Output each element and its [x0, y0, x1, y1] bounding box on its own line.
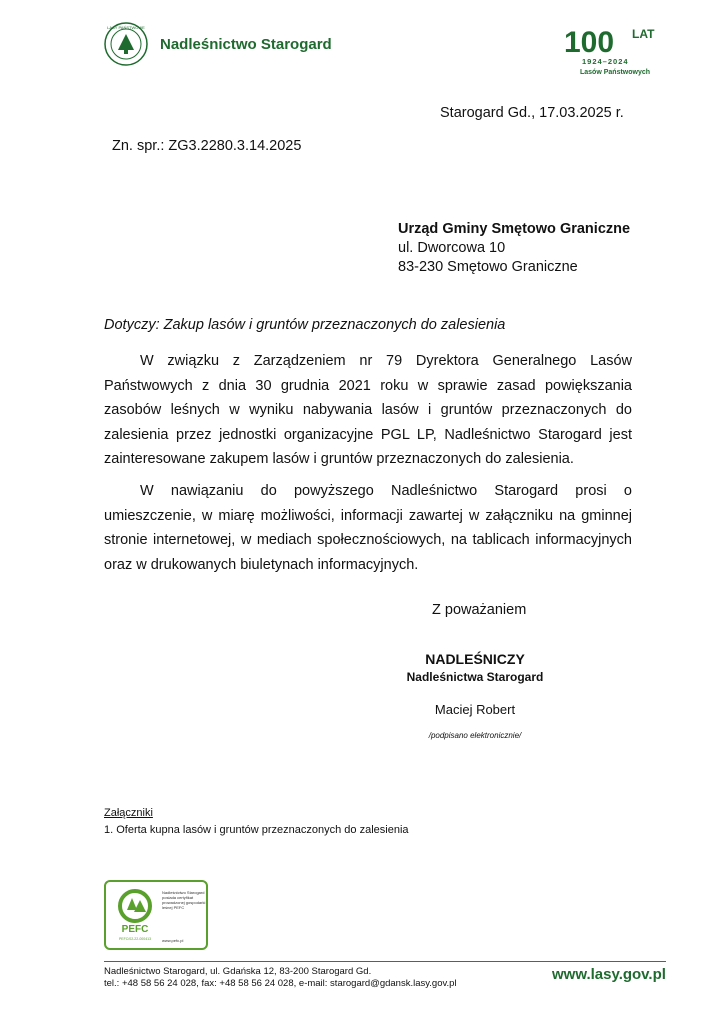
signatory-organization: Nadleśnictwa Starogard — [406, 670, 544, 684]
pefc-statement: Nadleśnictwo Starogard posiada certyfikat prowadzonej gospodarki leśnej PEFC — [162, 890, 206, 910]
jubilee-100-logo — [562, 22, 672, 78]
footer-address: Nadleśnictwo Starogard, ul. Gdańska 12, 83-200 Starogard Gd. — [104, 966, 372, 977]
pefc-label: PEFC — [121, 924, 149, 935]
attachments-heading: Załączniki — [104, 807, 153, 819]
jubilee-number: 100 — [564, 26, 615, 59]
organization-name: Nadleśnictwo Starogard — [160, 36, 332, 53]
footer-divider — [104, 961, 666, 962]
jubilee-caption: Lasów Państwowych — [580, 69, 651, 76]
logo-ring-text: LASY PAŃSTWOWE — [107, 25, 145, 30]
jubilee-suffix: LAT — [632, 27, 655, 41]
signatory-name: Maciej Robert — [434, 702, 516, 717]
pefc-website: www.pefc.pl — [162, 938, 184, 943]
body-paragraph-2: W nawiązaniu do powyższego Nadleśnictwo Starogard prosi o umieszczenie, w miarę możliwości, informacji zawartej w załączniku na gminnej stronie internetowej, w mediach społecznościowych, na tablicach informacyjnych oraz w drukowanych biuletynach informacyjnych. — [104, 483, 632, 573]
electronic-signature-note: /podpisano elektronicznie/ — [428, 731, 522, 740]
attachment-item: 1. Oferta kupna lasów i gruntów przeznaczonych do zalesienia — [104, 824, 409, 836]
recipient-name: Urząd Gminy Smętowo Graniczne — [398, 221, 631, 237]
letter-date: Starogard Gd., 17.03.2025 r. — [440, 105, 624, 121]
case-reference: Zn. spr.: ZG3.2280.3.14.2025 — [112, 138, 302, 154]
jubilee-years: 1924–2024 — [582, 57, 629, 66]
recipient-street: ul. Dworcowa 10 — [398, 240, 506, 256]
footer-contact: tel.: +48 58 56 24 028, fax: +48 58 56 24 028, e-mail: starogard@gdansk.lasy.gov.pl — [104, 978, 457, 989]
body-paragraph-1: W związku z Zarządzeniem nr 79 Dyrektora Generalnego Lasów Państwowych z dnia 30 grudnia 2021 roku w sprawie zasad powiększania zasobów leśnych w wyniku nabywania lasów i gruntów przeznaczonych do zalesienia przez jednostki organizacyjne PGL LP, Nadleśnictwo Starogard jest zainteresowane zakupem lasów i gruntów przeznaczonych do zalesienia. — [104, 353, 632, 467]
pefc-logo — [110, 886, 160, 944]
lasy-panstwowe-logo — [104, 22, 148, 66]
letter-subject: Dotyczy: Zakup lasów i gruntów przeznaczonych do zalesienia — [104, 317, 506, 333]
recipient-city: 83-230 Smętowo Graniczne — [398, 259, 578, 275]
footer-website-link[interactable]: www.lasy.gov.pl — [552, 966, 666, 983]
signatory-title: NADLEŚNICZY — [425, 651, 525, 667]
pefc-code: PEFC/02-22-000413 — [118, 937, 152, 941]
closing-phrase: Z poważaniem — [432, 602, 527, 618]
